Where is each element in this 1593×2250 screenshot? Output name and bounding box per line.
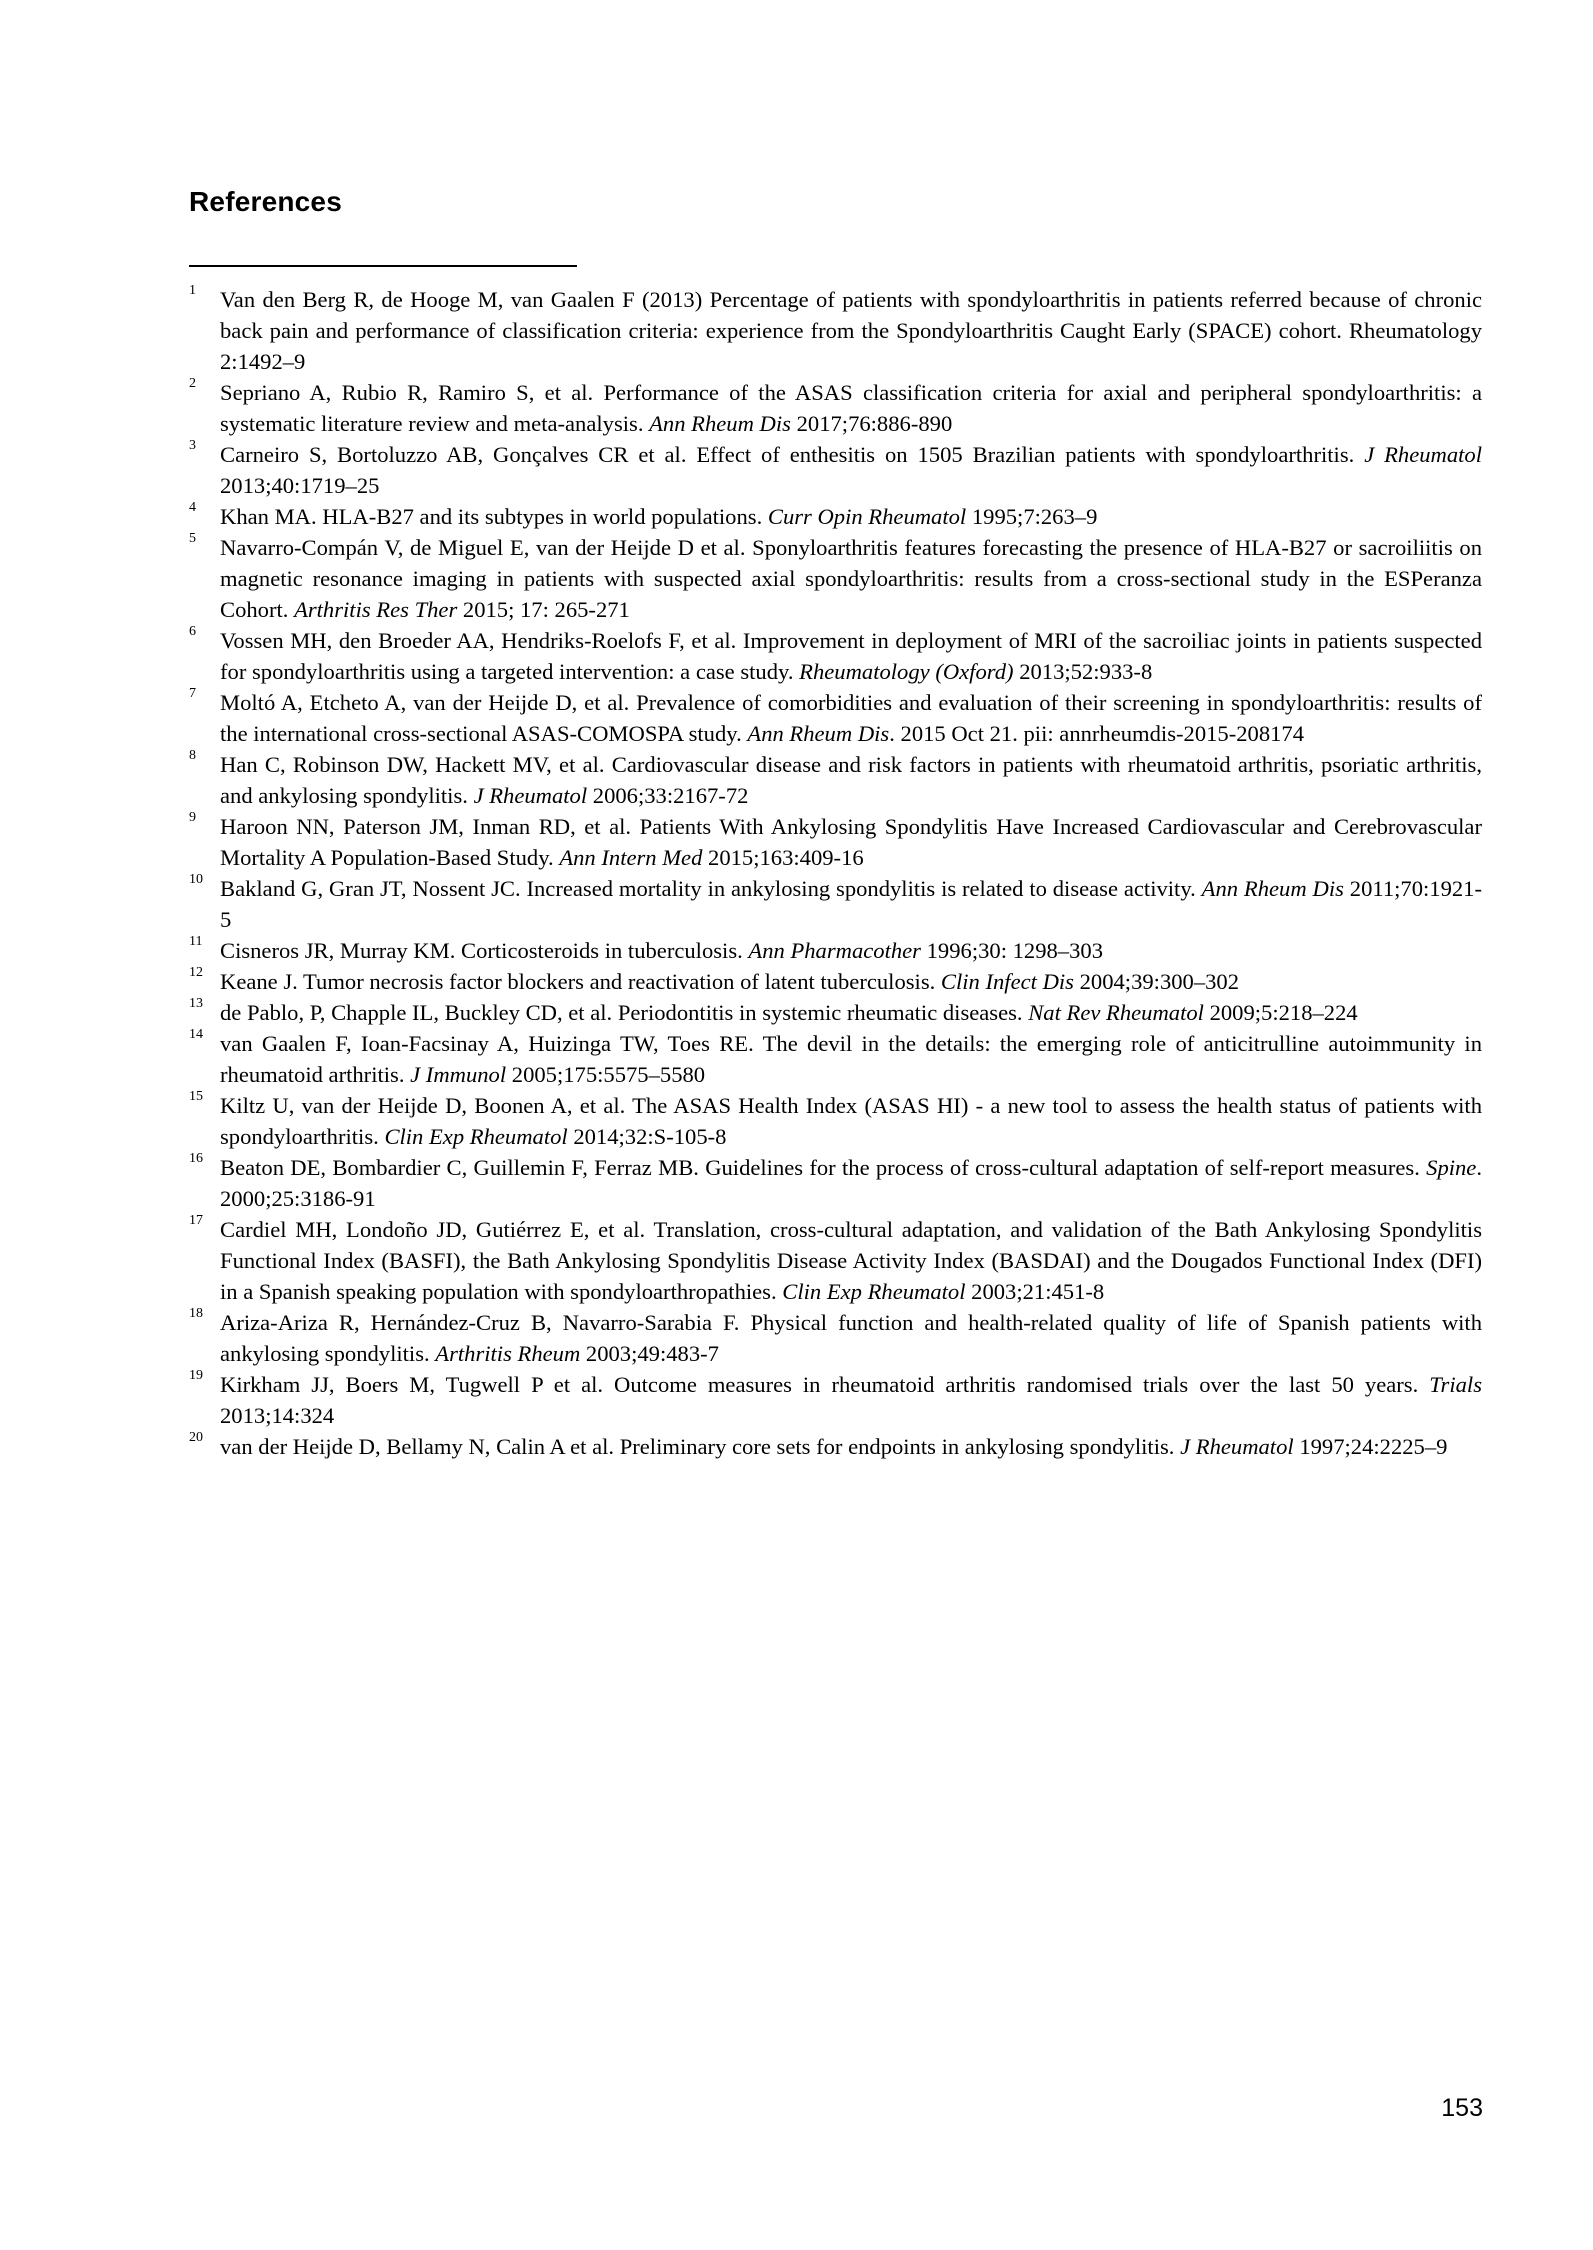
reference-text <box>220 1369 1482 1431</box>
reference-text <box>220 935 1482 966</box>
reference-number: 4 <box>189 500 196 515</box>
reference-item <box>189 1307 1482 1369</box>
reference-text <box>220 377 1482 439</box>
page-number: 153 <box>1441 2094 1483 2122</box>
reference-journal: Clin Infect Dis <box>940 969 1074 994</box>
reference-number: 5 <box>189 531 196 546</box>
reference-citation: Cardiel MH, Londoño JD, Gutiérrez E, et al. Translation, cross-cultural adaptation, and validation of the Bath Ankylosing Spondylitis Functional Index (BASFI), the Bath Ankylosing Spondylitis Disease Activity Index (BASDAI) and the Dougados Functional Index (DFI) in a Spanish speaking population with spondyloarthropathies. <box>220 1217 1482 1304</box>
reference-number: 7 <box>189 686 196 701</box>
reference-item <box>189 532 1482 625</box>
reference-journal: J Rheumatol <box>1180 1434 1294 1459</box>
reference-number: 14 <box>189 1027 203 1042</box>
reference-volume: 2011;70:1921-5 <box>220 876 1482 932</box>
reference-volume: . 2015 Oct 21. pii: annrheumdis-2015-208174 <box>889 721 1305 746</box>
reference-citation: Vossen MH, den Broeder AA, Hendriks-Roelofs F, et al. Improvement in deployment of MRI of the sacroiliac joints in patients suspected for spondyloarthritis using a targeted intervention: a case study. <box>220 628 1482 684</box>
reference-text <box>220 1028 1482 1090</box>
reference-number: 17 <box>189 1213 203 1228</box>
reference-item <box>189 625 1482 687</box>
reference-item <box>189 997 1482 1028</box>
reference-text <box>220 997 1482 1028</box>
reference-item <box>189 1369 1482 1431</box>
reference-volume: 2004;39:300–302 <box>1073 969 1240 994</box>
reference-item <box>189 1090 1482 1152</box>
reference-journal: J Rheumatol <box>473 783 588 808</box>
reference-number: 16 <box>189 1151 203 1166</box>
reference-journal: Arthritis Rheum <box>435 1341 581 1366</box>
reference-text <box>220 532 1482 625</box>
reference-citation: Van den Berg R, de Hooge M, van Gaalen F (2013) Percentage of patients with spondyloarthritis in patients referred because of chronic back pain and performance of classification criteria: experience from the Spondyloarthritis Caught Early (SPACE) cohort. Rheumatology 2:1492–9 <box>220 287 1482 374</box>
reference-citation: Ariza-Ariza R, Hernández-Cruz B, Navarro-Sarabia F. Physical function and health-related quality of life of Spanish patients with ankylosing spondylitis. <box>220 1310 1482 1366</box>
reference-journal: Curr Opin Rheumatol <box>767 504 967 529</box>
reference-citation: Beaton DE, Bombardier C, Guillemin F, Ferraz MB. Guidelines for the process of cross-cultural adaptation of self-report measures. <box>220 1155 1427 1180</box>
reference-journal: Rheumatology (Oxford) <box>799 659 1014 684</box>
reference-item <box>189 284 1482 377</box>
reference-item <box>189 873 1482 935</box>
reference-number: 11 <box>189 934 203 949</box>
reference-number: 9 <box>189 810 196 825</box>
reference-number: 13 <box>189 996 203 1011</box>
reference-volume: 1995;7:263–9 <box>966 504 1098 529</box>
reference-number: 3 <box>189 438 196 453</box>
reference-volume: 2013;52:933-8 <box>1013 659 1153 684</box>
reference-journal: Trials <box>1429 1372 1482 1397</box>
reference-number: 19 <box>189 1368 203 1383</box>
reference-text <box>220 1431 1482 1462</box>
reference-volume: 2009;5:218–224 <box>1203 1000 1358 1025</box>
reference-journal: Clin Exp Rheumatol <box>782 1279 966 1304</box>
reference-item <box>189 811 1482 873</box>
reference-journal: Ann Rheum Dis <box>1201 876 1344 901</box>
reference-volume: 2013;14:324 <box>220 1403 335 1428</box>
reference-text <box>220 749 1482 811</box>
reference-citation: Keane J. Tumor necrosis factor blockers and reactivation of latent tuberculosis. <box>220 969 941 994</box>
reference-volume: 1997;24:2225–9 <box>1293 1434 1448 1459</box>
page-heading: References <box>189 186 342 217</box>
reference-volume: 2015; 17: 265-271 <box>457 597 630 622</box>
reference-volume: 1996;30: 1298–303 <box>920 938 1103 963</box>
reference-number: 2 <box>189 376 196 391</box>
reference-citation: Khan MA. HLA-B27 and its subtypes in world populations. <box>220 504 768 529</box>
reference-journal: Ann Rheum Dis <box>649 411 791 436</box>
reference-item <box>189 687 1482 749</box>
footnote-rule <box>189 265 577 267</box>
reference-journal: Arthritis Res Ther <box>294 597 458 622</box>
reference-text <box>220 811 1482 873</box>
reference-journal: Nat Rev Rheumatol <box>1028 1000 1204 1025</box>
reference-citation: Kiltz U, van der Heijde D, Boonen A, et al. The ASAS Health Index (ASAS HI) - a new tool to assess the health status of patients with spondyloarthritis. <box>220 1093 1482 1149</box>
reference-journal: Ann Intern Med <box>559 845 703 870</box>
reference-citation: Haroon NN, Paterson JM, Inman RD, et al. Patients With Ankylosing Spondylitis Have Increased Cardiovascular and Cerebrovascular Mortality A Population-Based Study. <box>220 814 1482 870</box>
reference-journal: Ann Rheum Dis <box>747 721 890 746</box>
reference-citation: Carneiro S, Bortoluzzo AB, Gonçalves CR et al. Effect of enthesitis on 1505 Brazilian patients with spondyloarthritis. <box>220 442 1365 467</box>
reference-text <box>220 501 1482 532</box>
reference-number: 18 <box>189 1306 203 1321</box>
reference-item <box>189 1431 1482 1462</box>
reference-volume: 2006;33:2167-72 <box>587 783 749 808</box>
reference-volume: 2005;175:5575–5580 <box>506 1062 706 1087</box>
reference-citation: Sepriano A, Rubio R, Ramiro S, et al. Performance of the ASAS classification criteria for axial and peripheral spondyloarthritis: a systematic literature review and meta-analysis. <box>220 380 1482 436</box>
reference-citation: van der Heijde D, Bellamy N, Calin A et al. Preliminary core sets for endpoints in ankylosing spondylitis. <box>220 1434 1181 1459</box>
reference-item <box>189 439 1482 501</box>
reference-volume: 2013;40:1719–25 <box>220 473 380 498</box>
reference-text <box>220 284 1482 377</box>
reference-citation: Kirkham JJ, Boers M, Tugwell P et al. Outcome measures in rheumatoid arthritis randomised trials over the last 50 years. <box>220 1372 1430 1397</box>
reference-citation: Moltó A, Etcheto A, van der Heijde D, et al. Prevalence of comorbidities and evaluation of their screening in spondyloarthritis: results of the international cross-sectional ASAS-COMOSPA study. <box>220 690 1482 746</box>
reference-volume: . 2000;25:3186-91 <box>220 1155 1482 1211</box>
reference-item <box>189 1214 1482 1307</box>
reference-journal: J Immunol <box>410 1062 507 1087</box>
reference-text <box>220 687 1482 749</box>
reference-citation: Bakland G, Gran JT, Nossent JC. Increased mortality in ankylosing spondylitis is related to disease activity. <box>220 876 1202 901</box>
reference-number: 8 <box>189 748 196 763</box>
reference-text <box>220 625 1482 687</box>
reference-number: 20 <box>189 1430 203 1445</box>
reference-item <box>189 749 1482 811</box>
reference-number: 6 <box>189 624 196 639</box>
reference-volume: 2003;49:483-7 <box>580 1341 719 1366</box>
reference-journal: Clin Exp Rheumatol <box>384 1124 568 1149</box>
reference-journal: Ann Pharmacother <box>748 938 921 963</box>
reference-text <box>220 1214 1482 1307</box>
reference-volume: 2017;76:886-890 <box>790 411 953 436</box>
reference-volume: 2003;21:451-8 <box>965 1279 1105 1304</box>
reference-number: 10 <box>189 872 203 887</box>
reference-list <box>189 284 1482 1462</box>
reference-text <box>220 439 1482 501</box>
reference-item <box>189 377 1482 439</box>
reference-text <box>220 1307 1482 1369</box>
reference-volume: 2015;163:409-16 <box>702 845 864 870</box>
reference-citation: Cisneros JR, Murray KM. Corticosteroids in tuberculosis. <box>220 938 749 963</box>
reference-citation: Han C, Robinson DW, Hackett MV, et al. Cardiovascular disease and risk factors in patients with rheumatoid arthritis, psoriatic arthritis, and ankylosing spondylitis. <box>220 752 1482 808</box>
reference-item <box>189 966 1482 997</box>
reference-item <box>189 935 1482 966</box>
reference-text <box>220 1152 1482 1214</box>
reference-volume: 2014;32:S-105-8 <box>567 1124 727 1149</box>
reference-citation: de Pablo, P, Chapple IL, Buckley CD, et al. Periodontitis in systemic rheumatic diseases. <box>220 1000 1029 1025</box>
reference-item <box>189 1152 1482 1214</box>
reference-number: 1 <box>189 283 196 298</box>
reference-number: 15 <box>189 1089 203 1104</box>
reference-journal: J Rheumatol <box>1364 442 1482 467</box>
reference-text <box>220 1090 1482 1152</box>
reference-text <box>220 873 1482 935</box>
reference-journal: Spine <box>1426 1155 1477 1180</box>
reference-citation: Navarro-Compán V, de Miguel E, van der Heijde D et al. Sponyloarthritis features forecasting the presence of HLA-B27 or sacroiliitis on magnetic resonance imaging in patients with suspected axial spondyloarthritis: results from a cross-sectional study in the ESPeranza Cohort. <box>220 535 1482 622</box>
reference-item <box>189 1028 1482 1090</box>
reference-citation: van Gaalen F, Ioan-Facsinay A, Huizinga TW, Toes RE. The devil in the details: the emerging role of anticitrulline autoimmunity in rheumatoid arthritis. <box>220 1031 1482 1087</box>
reference-item <box>189 501 1482 532</box>
reference-text <box>220 966 1482 997</box>
reference-number: 12 <box>189 965 203 980</box>
